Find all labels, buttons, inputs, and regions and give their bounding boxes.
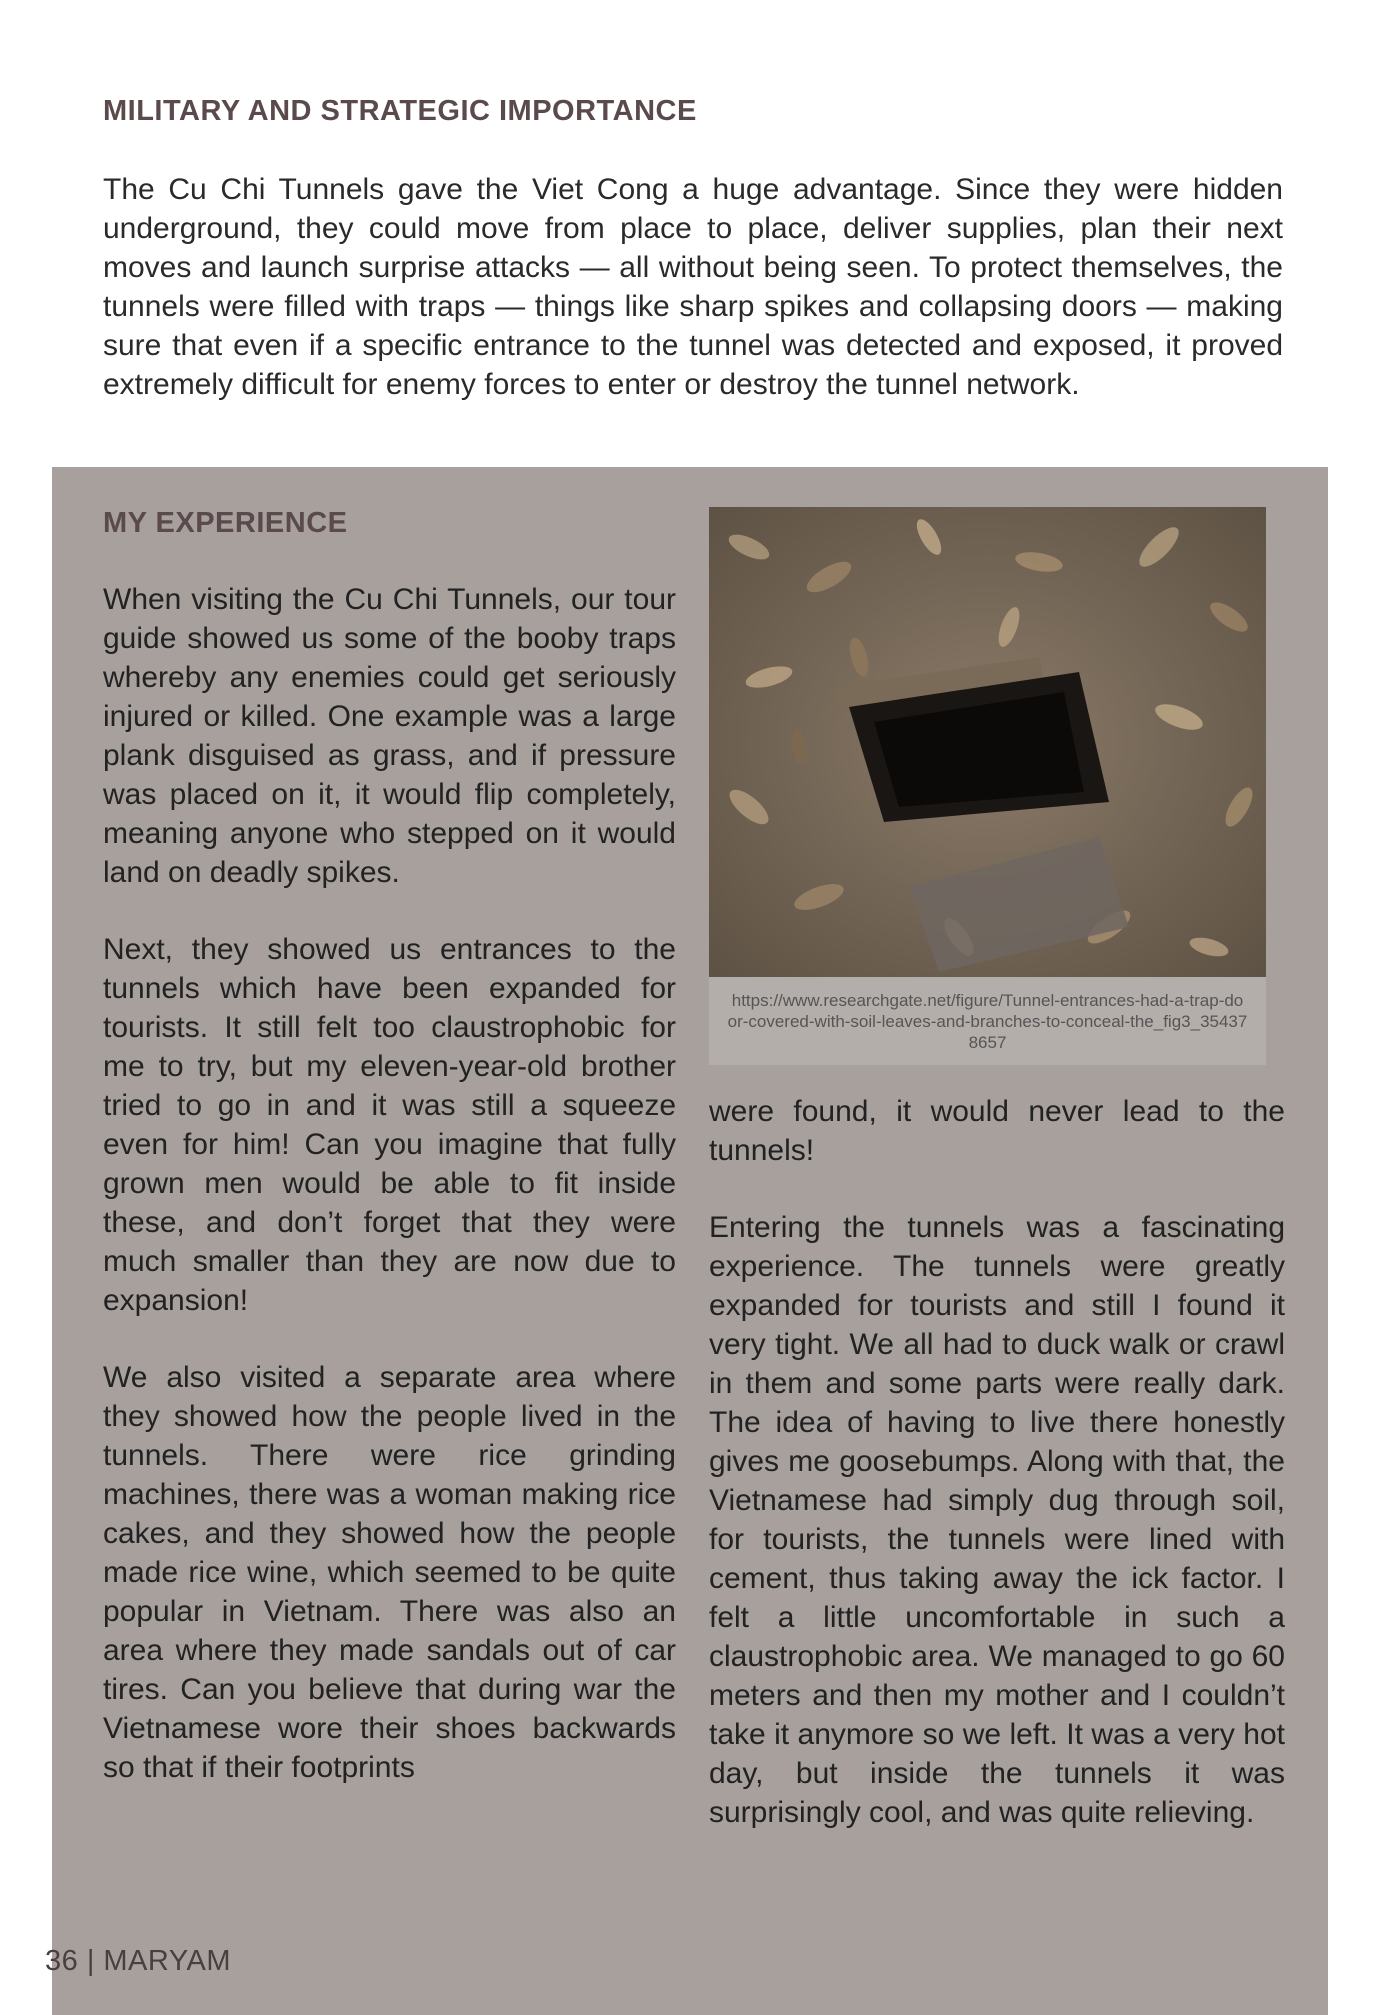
experience-paragraph-3: We also visited a separate area where they showed how the people lived in the tunnels. There were rice grinding machines, there was a woman making rice cakes, and they showed how the people made rice wine, which seemed to be quite popular in Vietnam. There was also an area where they made sandals out of car tires. Can you believe that during war the Vietnamese wore their shoes backwards so that if their footprints: [103, 1361, 676, 1784]
experience-paragraph-1: When visiting the Cu Chi Tunnels, our tour guide showed us some of the booby traps whereby any enemies could get seriously injured or killed. One example was a large plank disguised as grass, and if pressure was placed on it, it would flip completely, meaning anyone who stepped on it would land on deadly spikes.: [103, 583, 676, 889]
experience-box: [52, 467, 1328, 2015]
section-heading-experience: MY EXPERIENCE: [103, 507, 348, 539]
tunnel-photo-figure: [709, 507, 1266, 1067]
page-footer: 36 | MARYAM: [45, 1945, 232, 1977]
experience-left-column: [103, 507, 676, 1787]
experience-paragraph-5: Entering the tunnels was a fascinating experience. The tunnels were greatly expanded for tourists and still I found it very tight. We all had to duck walk or crawl in them and some parts were really dark. The idea of having to live there honestly gives me goosebumps. Along with that, the Vietnamese had simply dug through soil, for tourists, the tunnels were lined with cement, thus taking away the ick factor. I felt a little uncomfortable in such a claustrophobic area. We managed to go 60 meters and then my mother and I couldn’t take it anymore so we left. It was a very hot day, but inside the tunnels it was surprisingly cool, and was quite relieving.: [709, 1211, 1285, 1829]
military-paragraph: The Cu Chi Tunnels gave the Viet Cong a huge advantage. Since they were hidden underground, they could move from place to place, deliver supplies, plan their next moves and launch surprise attacks — all without being seen. To protect themselves, the tunnels were filled with traps — things like sharp spikes and collapsing doors — making sure that even if a specific entrance to the tunnel was detected and exposed, it proved extremely difficult for enemy forces to enter or destroy the tunnel network.: [103, 173, 1283, 401]
photo-caption: https://www.researchgate.net/figure/Tunnel-entrances-had-a-trap-door-covered-with-soil-leaves-and-branches-to-conceal-the_fig3_354378657: [727, 990, 1248, 1052]
photo-caption-bar: [709, 977, 1266, 1065]
tunnel-entrance-photo: [709, 507, 1266, 977]
experience-paragraph-4: were found, it would never lead to the tunnels!: [709, 1095, 1285, 1167]
section-heading-military: MILITARY AND STRATEGIC IMPORTANCE: [103, 95, 697, 127]
experience-right-column: [709, 1092, 1285, 1832]
experience-paragraph-2: Next, they showed us entrances to the tunnels which have been expanded for tourists. It still felt too claustrophobic for me to try, but my eleven-year-old brother tried to go in and it was still a squeeze even for him! Can you imagine that fully grown men would be able to fit inside these, and don’t forget that they were much smaller than they are now due to expansion!: [103, 933, 676, 1317]
military-section: [103, 95, 1283, 434]
